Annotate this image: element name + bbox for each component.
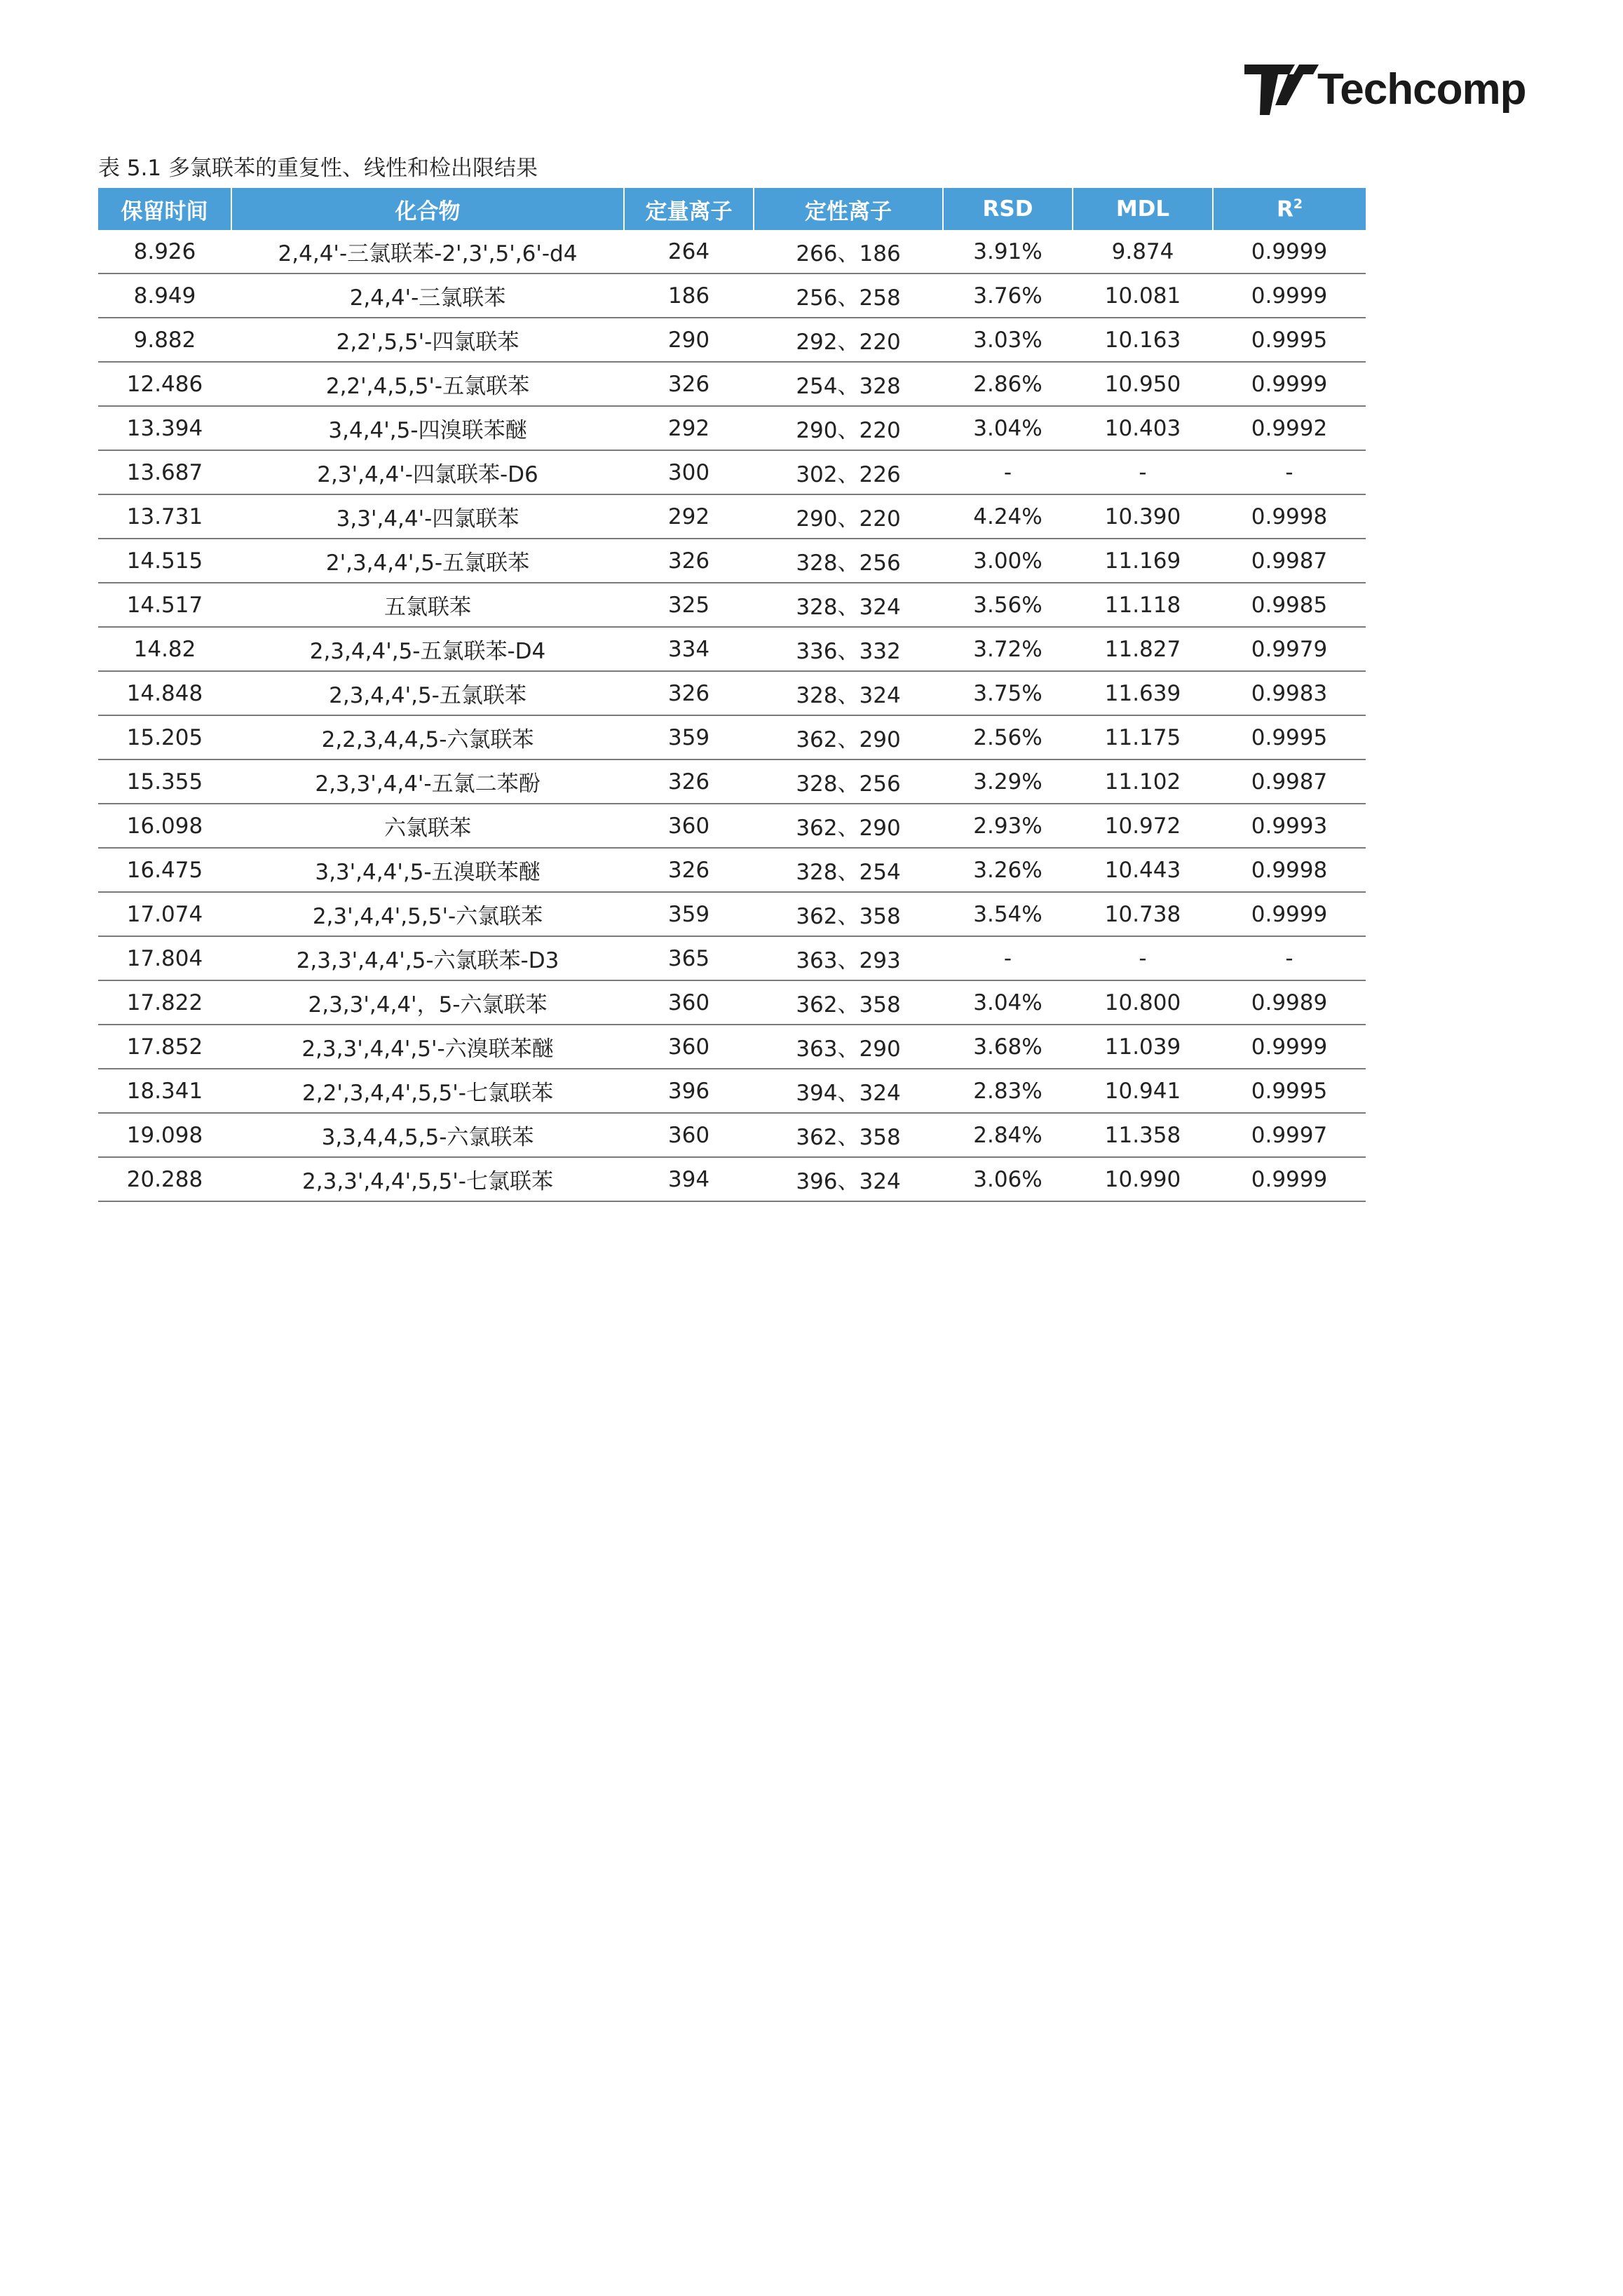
cell-compound: 2,2',4,5,5'-五氯联苯 bbox=[231, 362, 624, 406]
header-compound: 化合物 bbox=[231, 188, 624, 230]
cell-qual-ions: 292、220 bbox=[754, 318, 943, 362]
cell-compound: 2,3',4,4'-四氯联苯-D6 bbox=[231, 450, 624, 494]
cell-compound: 五氯联苯 bbox=[231, 583, 624, 627]
cell-mdl: 10.950 bbox=[1073, 362, 1213, 406]
table-row bbox=[98, 494, 1366, 539]
cell-r-squared: 0.9993 bbox=[1213, 804, 1366, 848]
cell-mdl: 11.827 bbox=[1073, 627, 1213, 671]
cell-compound: 3,3',4,4',5-五溴联苯醚 bbox=[231, 848, 624, 892]
cell-retention-time: 13.394 bbox=[98, 406, 231, 450]
cell-r-squared: 0.9979 bbox=[1213, 627, 1366, 671]
table-row bbox=[98, 539, 1366, 583]
table-row bbox=[98, 936, 1366, 980]
cell-retention-time: 17.074 bbox=[98, 892, 231, 936]
cell-r-squared: 0.9992 bbox=[1213, 406, 1366, 450]
cell-quant-ion: 325 bbox=[624, 583, 754, 627]
cell-quant-ion: 360 bbox=[624, 1025, 754, 1069]
cell-mdl: 11.639 bbox=[1073, 671, 1213, 715]
cell-retention-time: 16.098 bbox=[98, 804, 231, 848]
cell-qual-ions: 328、256 bbox=[754, 759, 943, 804]
table-row bbox=[98, 804, 1366, 848]
header-r-squared bbox=[1213, 188, 1366, 230]
cell-compound: 3,3,4,4,5,5-六氯联苯 bbox=[231, 1113, 624, 1157]
cell-compound: 2,4,4'-三氯联苯 bbox=[231, 274, 624, 318]
cell-quant-ion: 292 bbox=[624, 494, 754, 539]
cell-qual-ions: 336、332 bbox=[754, 627, 943, 671]
cell-compound: 2,2',3,4,4',5,5'-七氯联苯 bbox=[231, 1069, 624, 1113]
cell-quant-ion: 326 bbox=[624, 362, 754, 406]
cell-retention-time: 18.341 bbox=[98, 1069, 231, 1113]
table-header-row bbox=[98, 188, 1366, 230]
cell-retention-time: 16.475 bbox=[98, 848, 231, 892]
cell-retention-time: 20.288 bbox=[98, 1157, 231, 1201]
cell-qual-ions: 362、290 bbox=[754, 804, 943, 848]
cell-retention-time: 17.822 bbox=[98, 980, 231, 1025]
cell-rsd: 2.56% bbox=[943, 715, 1073, 759]
cell-r-squared: 0.9999 bbox=[1213, 1025, 1366, 1069]
cell-mdl: 10.972 bbox=[1073, 804, 1213, 848]
cell-compound: 2,2',5,5'-四氯联苯 bbox=[231, 318, 624, 362]
cell-rsd: 2.83% bbox=[943, 1069, 1073, 1113]
cell-quant-ion: 334 bbox=[624, 627, 754, 671]
cell-retention-time: 8.926 bbox=[98, 230, 231, 274]
cell-retention-time: 14.515 bbox=[98, 539, 231, 583]
cell-mdl: 11.175 bbox=[1073, 715, 1213, 759]
cell-r-squared: 0.9999 bbox=[1213, 362, 1366, 406]
cell-mdl: 11.169 bbox=[1073, 539, 1213, 583]
cell-qual-ions: 362、358 bbox=[754, 980, 943, 1025]
cell-mdl: 10.443 bbox=[1073, 848, 1213, 892]
cell-qual-ions: 363、290 bbox=[754, 1025, 943, 1069]
cell-mdl: 10.163 bbox=[1073, 318, 1213, 362]
cell-rsd: 2.86% bbox=[943, 362, 1073, 406]
cell-retention-time: 13.731 bbox=[98, 494, 231, 539]
cell-quant-ion: 360 bbox=[624, 804, 754, 848]
table-row bbox=[98, 1069, 1366, 1113]
cell-qual-ions: 362、358 bbox=[754, 892, 943, 936]
cell-mdl: 10.738 bbox=[1073, 892, 1213, 936]
cell-mdl: 10.990 bbox=[1073, 1157, 1213, 1201]
cell-compound: 2,3,3',4,4'-五氯二苯酚 bbox=[231, 759, 624, 804]
cell-r-squared: 0.9987 bbox=[1213, 759, 1366, 804]
cell-quant-ion: 300 bbox=[624, 450, 754, 494]
cell-compound: 3,4,4',5-四溴联苯醚 bbox=[231, 406, 624, 450]
cell-r-squared: 0.9999 bbox=[1213, 230, 1366, 274]
cell-r-squared: 0.9997 bbox=[1213, 1113, 1366, 1157]
cell-retention-time: 14.82 bbox=[98, 627, 231, 671]
cell-rsd: 3.00% bbox=[943, 539, 1073, 583]
cell-quant-ion: 359 bbox=[624, 715, 754, 759]
table-row bbox=[98, 450, 1366, 494]
cell-mdl: 10.390 bbox=[1073, 494, 1213, 539]
cell-qual-ions: 362、358 bbox=[754, 1113, 943, 1157]
table-row bbox=[98, 230, 1366, 274]
cell-compound: 2',3,4,4',5-五氯联苯 bbox=[231, 539, 624, 583]
cell-r-squared: 0.9998 bbox=[1213, 494, 1366, 539]
cell-compound: 3,3',4,4'-四氯联苯 bbox=[231, 494, 624, 539]
cell-r-squared: 0.9999 bbox=[1213, 274, 1366, 318]
table-caption: 表 5.1 多氯联苯的重复性、线性和检出限结果 bbox=[98, 156, 538, 181]
cell-quant-ion: 360 bbox=[624, 1113, 754, 1157]
results-table bbox=[98, 188, 1366, 1202]
cell-retention-time: 17.804 bbox=[98, 936, 231, 980]
cell-retention-time: 13.687 bbox=[98, 450, 231, 494]
table-row bbox=[98, 892, 1366, 936]
cell-retention-time: 15.355 bbox=[98, 759, 231, 804]
cell-r-squared: 0.9985 bbox=[1213, 583, 1366, 627]
cell-quant-ion: 326 bbox=[624, 671, 754, 715]
cell-r-squared: 0.9999 bbox=[1213, 892, 1366, 936]
cell-quant-ion: 394 bbox=[624, 1157, 754, 1201]
cell-rsd: 2.84% bbox=[943, 1113, 1073, 1157]
cell-retention-time: 14.848 bbox=[98, 671, 231, 715]
techcomp-logo-mark-icon bbox=[1244, 65, 1322, 115]
cell-rsd: 3.54% bbox=[943, 892, 1073, 936]
cell-mdl: - bbox=[1073, 450, 1213, 494]
cell-rsd: - bbox=[943, 936, 1073, 980]
cell-retention-time: 17.852 bbox=[98, 1025, 231, 1069]
cell-quant-ion: 326 bbox=[624, 539, 754, 583]
cell-rsd: 3.04% bbox=[943, 980, 1073, 1025]
cell-r-squared: - bbox=[1213, 936, 1366, 980]
cell-compound: 2,3',4,4',5,5'-六氯联苯 bbox=[231, 892, 624, 936]
cell-rsd: 4.24% bbox=[943, 494, 1073, 539]
cell-quant-ion: 396 bbox=[624, 1069, 754, 1113]
cell-mdl: 11.118 bbox=[1073, 583, 1213, 627]
cell-retention-time: 14.517 bbox=[98, 583, 231, 627]
table-row bbox=[98, 1113, 1366, 1157]
cell-compound: 2,2,3,4,4,5-六氯联苯 bbox=[231, 715, 624, 759]
cell-quant-ion: 360 bbox=[624, 980, 754, 1025]
cell-rsd: 3.04% bbox=[943, 406, 1073, 450]
cell-r-squared: 0.9995 bbox=[1213, 715, 1366, 759]
cell-rsd: 3.75% bbox=[943, 671, 1073, 715]
cell-qual-ions: 266、186 bbox=[754, 230, 943, 274]
cell-qual-ions: 363、293 bbox=[754, 936, 943, 980]
cell-rsd: 3.26% bbox=[943, 848, 1073, 892]
brand-name: Techcomp bbox=[1317, 65, 1526, 114]
table-row bbox=[98, 318, 1366, 362]
cell-compound: 2,3,3',4,4',5-六氯联苯-D3 bbox=[231, 936, 624, 980]
cell-quant-ion: 365 bbox=[624, 936, 754, 980]
cell-mdl: 11.039 bbox=[1073, 1025, 1213, 1069]
cell-compound: 2,3,3',4,4'，5-六氯联苯 bbox=[231, 980, 624, 1025]
cell-r-squared: 0.9999 bbox=[1213, 1157, 1366, 1201]
table-row bbox=[98, 759, 1366, 804]
table-row bbox=[98, 362, 1366, 406]
cell-rsd: - bbox=[943, 450, 1073, 494]
cell-compound: 2,3,3',4,4',5,5'-七氯联苯 bbox=[231, 1157, 624, 1201]
cell-rsd: 3.76% bbox=[943, 274, 1073, 318]
table-row bbox=[98, 1157, 1366, 1201]
header-qual-ions: 定性离子 bbox=[754, 188, 943, 230]
cell-retention-time: 9.882 bbox=[98, 318, 231, 362]
header-mdl: MDL bbox=[1073, 188, 1213, 230]
table-row bbox=[98, 980, 1366, 1025]
cell-qual-ions: 328、324 bbox=[754, 671, 943, 715]
cell-qual-ions: 256、258 bbox=[754, 274, 943, 318]
cell-rsd: 3.91% bbox=[943, 230, 1073, 274]
cell-qual-ions: 396、324 bbox=[754, 1157, 943, 1201]
cell-retention-time: 19.098 bbox=[98, 1113, 231, 1157]
cell-quant-ion: 186 bbox=[624, 274, 754, 318]
header-r-superscript: 2 bbox=[1293, 196, 1303, 212]
cell-quant-ion: 326 bbox=[624, 759, 754, 804]
cell-mdl: 10.403 bbox=[1073, 406, 1213, 450]
table-row bbox=[98, 274, 1366, 318]
cell-quant-ion: 290 bbox=[624, 318, 754, 362]
cell-r-squared: 0.9998 bbox=[1213, 848, 1366, 892]
cell-qual-ions: 394、324 bbox=[754, 1069, 943, 1113]
cell-qual-ions: 290、220 bbox=[754, 406, 943, 450]
cell-retention-time: 8.949 bbox=[98, 274, 231, 318]
cell-mdl: - bbox=[1073, 936, 1213, 980]
header-retention-time: 保留时间 bbox=[98, 188, 231, 230]
table-row bbox=[98, 1025, 1366, 1069]
cell-rsd: 3.72% bbox=[943, 627, 1073, 671]
cell-qual-ions: 290、220 bbox=[754, 494, 943, 539]
cell-mdl: 10.081 bbox=[1073, 274, 1213, 318]
cell-rsd: 3.29% bbox=[943, 759, 1073, 804]
cell-compound: 2,3,4,4',5-五氯联苯 bbox=[231, 671, 624, 715]
cell-rsd: 3.68% bbox=[943, 1025, 1073, 1069]
cell-mdl: 10.800 bbox=[1073, 980, 1213, 1025]
cell-mdl: 11.358 bbox=[1073, 1113, 1213, 1157]
cell-mdl: 9.874 bbox=[1073, 230, 1213, 274]
techcomp-logo bbox=[1244, 65, 1526, 115]
table-row bbox=[98, 671, 1366, 715]
table-row bbox=[98, 715, 1366, 759]
table-row bbox=[98, 406, 1366, 450]
cell-compound: 2,3,3',4,4',5'-六溴联苯醚 bbox=[231, 1025, 624, 1069]
cell-retention-time: 12.486 bbox=[98, 362, 231, 406]
header-rsd: RSD bbox=[943, 188, 1073, 230]
cell-quant-ion: 359 bbox=[624, 892, 754, 936]
cell-rsd: 3.03% bbox=[943, 318, 1073, 362]
cell-qual-ions: 362、290 bbox=[754, 715, 943, 759]
cell-qual-ions: 328、256 bbox=[754, 539, 943, 583]
cell-qual-ions: 328、324 bbox=[754, 583, 943, 627]
table-row bbox=[98, 627, 1366, 671]
cell-r-squared: - bbox=[1213, 450, 1366, 494]
cell-rsd: 3.56% bbox=[943, 583, 1073, 627]
cell-qual-ions: 328、254 bbox=[754, 848, 943, 892]
cell-compound: 2,3,4,4',5-五氯联苯-D4 bbox=[231, 627, 624, 671]
cell-r-squared: 0.9983 bbox=[1213, 671, 1366, 715]
cell-r-squared: 0.9995 bbox=[1213, 1069, 1366, 1113]
cell-r-squared: 0.9989 bbox=[1213, 980, 1366, 1025]
header-r-label: R bbox=[1276, 196, 1293, 222]
cell-quant-ion: 264 bbox=[624, 230, 754, 274]
cell-compound: 2,4,4'-三氯联苯-2',3',5',6'-d4 bbox=[231, 230, 624, 274]
cell-quant-ion: 292 bbox=[624, 406, 754, 450]
cell-mdl: 11.102 bbox=[1073, 759, 1213, 804]
cell-rsd: 2.93% bbox=[943, 804, 1073, 848]
cell-qual-ions: 254、328 bbox=[754, 362, 943, 406]
cell-compound: 六氯联苯 bbox=[231, 804, 624, 848]
cell-rsd: 3.06% bbox=[943, 1157, 1073, 1201]
cell-r-squared: 0.9987 bbox=[1213, 539, 1366, 583]
table-row bbox=[98, 848, 1366, 892]
cell-quant-ion: 326 bbox=[624, 848, 754, 892]
cell-retention-time: 15.205 bbox=[98, 715, 231, 759]
table-row bbox=[98, 583, 1366, 627]
cell-qual-ions: 302、226 bbox=[754, 450, 943, 494]
cell-r-squared: 0.9995 bbox=[1213, 318, 1366, 362]
header-quant-ion: 定量离子 bbox=[624, 188, 754, 230]
cell-mdl: 10.941 bbox=[1073, 1069, 1213, 1113]
